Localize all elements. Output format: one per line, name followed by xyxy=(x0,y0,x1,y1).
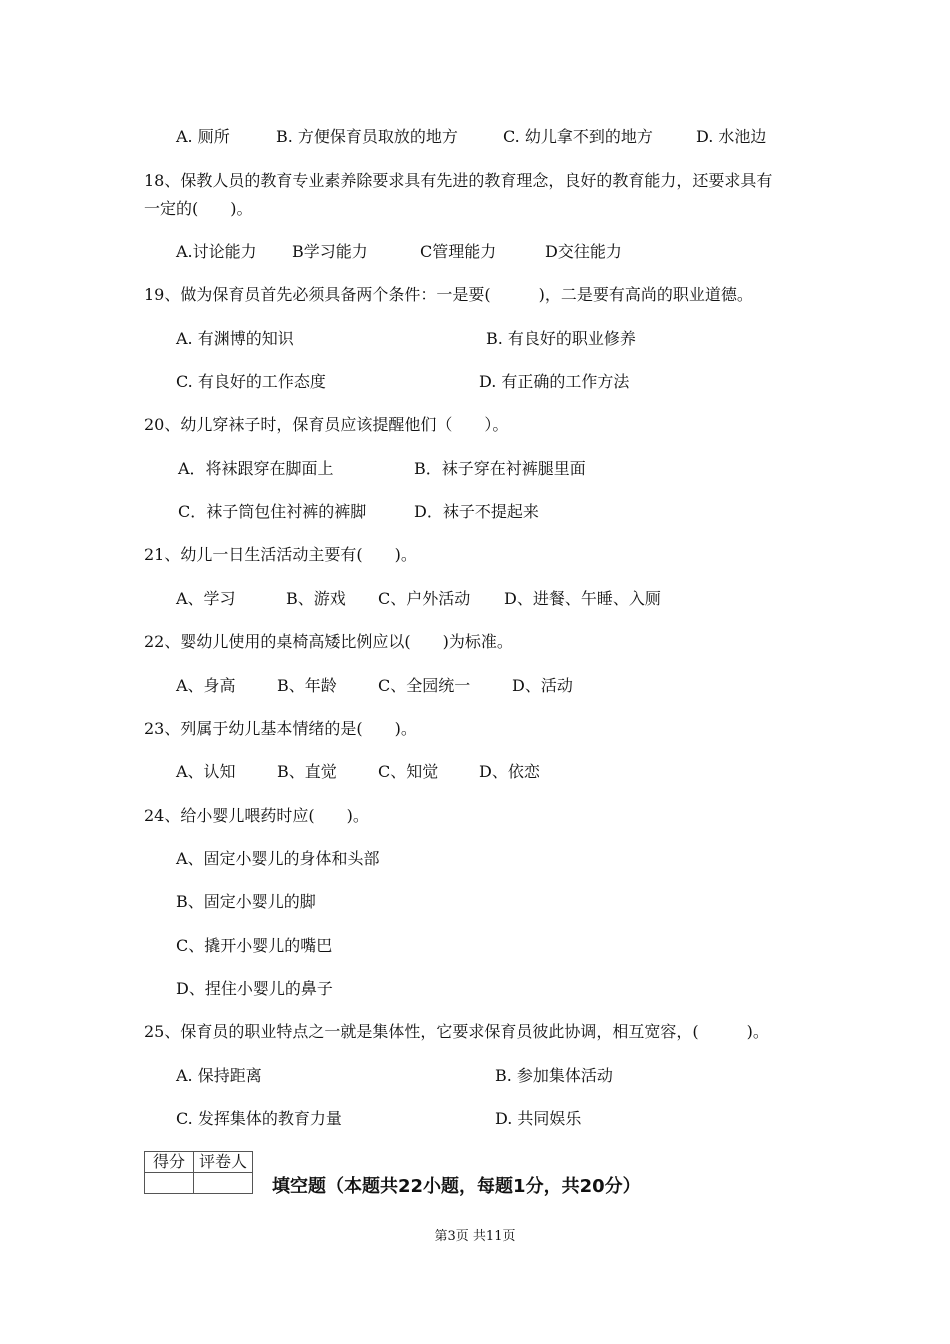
q21-option-c: C、户外活动 xyxy=(378,589,471,608)
q20-option-b: B．袜子穿在衬裤腿里面 xyxy=(414,459,586,478)
q22-stem: 22、婴幼儿使用的桌椅高矮比例应以( )为标准。 xyxy=(144,632,513,651)
q21-option-d: D、进餐、午睡、入厕 xyxy=(504,589,661,608)
q17-option-c: C. 幼儿拿不到的地方 xyxy=(503,127,653,146)
q21-option-b: B、游戏 xyxy=(286,589,346,608)
q19-option-c: C. 有良好的工作态度 xyxy=(176,372,326,391)
q18-option-b: B学习能力 xyxy=(292,242,368,261)
q18-option-a: A.讨论能力 xyxy=(176,242,257,261)
q20-stem: 20、幼儿穿袜子时，保育员应该提醒他们（ ）。 xyxy=(144,415,509,434)
q21-option-a: A、学习 xyxy=(176,589,236,608)
q18-option-c: C管理能力 xyxy=(420,242,497,261)
q19-option-d: D. 有正确的工作方法 xyxy=(479,372,630,391)
q23-option-b: B、直觉 xyxy=(277,762,337,781)
grader-cell xyxy=(194,1173,253,1194)
q23-option-a: A、认知 xyxy=(176,762,236,781)
q23-option-d: D、依恋 xyxy=(479,762,540,781)
q19-option-b: B. 有良好的职业修养 xyxy=(486,329,636,348)
q24-option-c: C、撬开小婴儿的嘴巴 xyxy=(176,936,333,955)
q25-option-c: C. 发挥集体的教育力量 xyxy=(176,1109,342,1128)
score-label: 得分 xyxy=(145,1152,194,1173)
q20-option-c: C．袜子筒包住衬裤的裤脚 xyxy=(178,502,367,521)
score-table xyxy=(144,1151,253,1194)
q17-option-a: A. 厕所 xyxy=(176,127,230,146)
q25-option-d: D. 共同娱乐 xyxy=(495,1109,582,1128)
page-footer: 第3页 共11页 xyxy=(434,1229,516,1244)
q24-option-a: A、固定小婴儿的身体和头部 xyxy=(176,849,380,868)
q20-option-d: D．袜子不提起来 xyxy=(414,502,539,521)
q23-stem: 23、列属于幼儿基本情绪的是( )。 xyxy=(144,719,417,738)
grader-label: 评卷人 xyxy=(194,1152,253,1173)
q20-option-a: A．将袜跟穿在脚面上 xyxy=(178,459,334,478)
q22-option-c: C、全园统一 xyxy=(378,676,471,695)
score-cell xyxy=(145,1173,194,1194)
q25-option-b: B. 参加集体活动 xyxy=(495,1066,613,1085)
q17-option-b: B. 方便保育员取放的地方 xyxy=(276,127,458,146)
q24-option-d: D、捏住小婴儿的鼻子 xyxy=(176,979,333,998)
q21-stem: 21、幼儿一日生活活动主要有( )。 xyxy=(144,545,417,564)
q25-option-a: A. 保持距离 xyxy=(176,1066,262,1085)
q18-option-d: D交往能力 xyxy=(545,242,622,261)
q22-option-d: D、活动 xyxy=(512,676,573,695)
q23-option-c: C、知觉 xyxy=(378,762,439,781)
q18-stem-line2: 一定的( )。 xyxy=(144,199,253,218)
q24-option-b: B、固定小婴儿的脚 xyxy=(176,892,316,911)
q25-stem: 25、保育员的职业特点之一就是集体性，它要求保育员彼此协调，相互宽容，( )。 xyxy=(144,1022,769,1041)
q22-option-a: A、身高 xyxy=(176,676,236,695)
q19-stem: 19、做为保育员首先必须具备两个条件：一是要( )，二是要有高尚的职业道德。 xyxy=(144,285,753,304)
section-title: 填空题（本题共22小题，每题1分，共20分） xyxy=(272,1176,641,1197)
q22-option-b: B、年龄 xyxy=(277,676,337,695)
q18-stem-line1: 18、保教人员的教育专业素养除要求具有先进的教育理念，良好的教育能力，还要求具有 xyxy=(144,171,773,190)
q24-stem: 24、给小婴儿喂药时应( )。 xyxy=(144,806,369,825)
q19-option-a: A. 有渊博的知识 xyxy=(176,329,294,348)
q17-option-d: D. 水池边 xyxy=(696,127,767,146)
